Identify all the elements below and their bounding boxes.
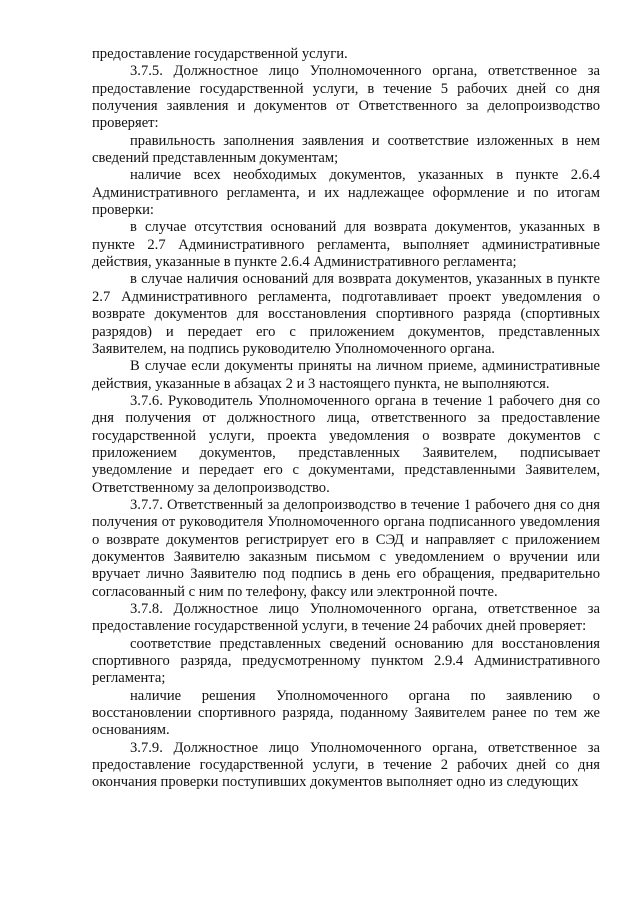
- paragraph: В случае если документы приняты на личном приеме, административные действия, указанные в абзацах 2 и 3 настоящего пункта, не выполняются.: [92, 358, 600, 392]
- paragraph: наличие всех необходимых документов, указанных в пункте 2.6.4 Административного регламента, и их надлежащее оформление и по итогам проверки:: [92, 167, 600, 219]
- paragraph: 3.7.6. Руководитель Уполномоченного органа в течение 1 рабочего дня со дня получения от должностного лица, ответственного за предоставление государственной услуги, проекта уведомления о возврате документов с приложением документов, представленных Заявителем, подписывает уведомление и передает его с документами, представленными Заявителем, Ответственному за делопроизводство.: [92, 392, 600, 496]
- document-body: [92, 46, 600, 792]
- paragraph: в случае наличия оснований для возврата документов, указанных в пункте 2.7 Административного регламента, подготавливает проект уведомления о возврате документов для восстановления спортивного разряда (спортивных разрядов) и передает его с приложением документов, представленных Заявителем, на подпись руководителю Уполномоченного органа.: [92, 271, 600, 357]
- paragraph: 3.7.7. Ответственный за делопроизводство в течение 1 рабочего дня со дня получения от руководителя Уполномоченного органа подписанного уведомления о возврате документов регистрирует его в СЭД и направляет с приложением документов Заявителю заказным письмом с уведомлением о вручении или вручает лично Заявителю под подпись в день его обращения, предварительно согласованный с ним по телефону, факсу или электронной почте.: [92, 496, 600, 600]
- paragraph: 3.7.5. Должностное лицо Уполномоченного органа, ответственное за предоставление государственной услуги, в течение 5 рабочих дней со дня получения заявления и документов от Ответственного за делопроизводство проверяет:: [92, 63, 600, 132]
- paragraph: 3.7.8. Должностное лицо Уполномоченного органа, ответственное за предоставление государственной услуги, в течение 24 рабочих дней проверяет:: [92, 601, 600, 635]
- paragraph: в случае отсутствия оснований для возврата документов, указанных в пункте 2.7 Административного регламента, выполняет административные действия, указанные в пункте 2.6.4 Административного регламента;: [92, 219, 600, 271]
- paragraph: 3.7.9. Должностное лицо Уполномоченного органа, ответственное за предоставление государственной услуги, в течение 2 рабочих дней со дня окончания проверки поступивших документов выполняет одно из следующих: [92, 739, 600, 791]
- paragraph: наличие решения Уполномоченного органа по заявлению о восстановлении спортивного разряда, поданному Заявителем ранее по тем же основаниям.: [92, 687, 600, 739]
- paragraph: соответствие представленных сведений основанию для восстановления спортивного разряда, предусмотренному пунктом 2.9.4 Административного регламента;: [92, 635, 600, 687]
- paragraph: правильность заполнения заявления и соответствие изложенных в нем сведений представленным документам;: [92, 132, 600, 167]
- paragraph: предоставление государственной услуги.: [92, 46, 348, 62]
